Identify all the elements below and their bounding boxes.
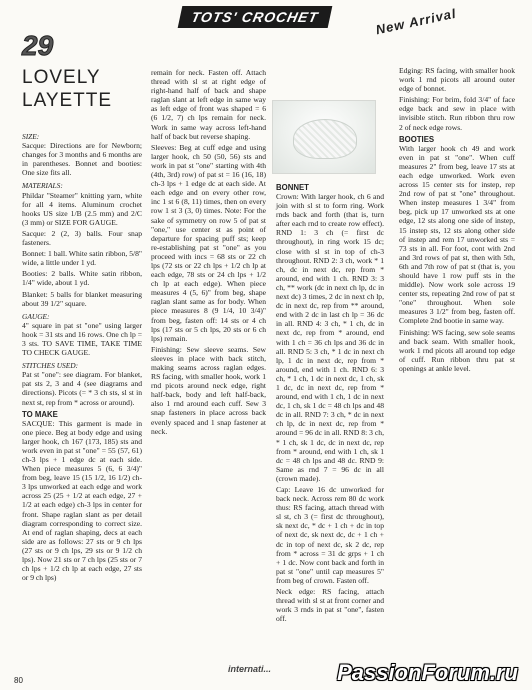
booties-text: With larger hook ch 49 and work even in pat st "one". When cuff measures 2" from beg, leave 17 sts at each edge unworked. Work even across 15 center sts for instep, rep 2nd row of pat st "one" throughout. When instep measures 1 3/4" from beg, pick up 17 unworked sts at one edge, 12 sts along one side of instep, 15 instep sts, 12 sts along other side of instep and rem 17 unworked sts = 73 sts in all. For foot, cont with 2nd and 3rd rows of pat st, then with 5th, 6th and 7th row of pat st (that is, you should have 1 row puff sts in the middle). Now work sole across 19 center sts, repeating 2nd row of pat st "one" throughout. When sole measures 3 1/2" from beg, fasten off. Complete 2nd bootie in same way. (399, 143, 515, 326)
bonnet-photo (272, 100, 376, 174)
title-line-1: LOVELY (22, 67, 101, 88)
booties-finishing-text: Finishing: WS facing, sew sole seams and back seam. With smaller hook, work 1 rnd picots all around top edge of cuff. Run ribbon thru pat st openings at ankle level. (399, 327, 515, 373)
footer-logo: internati... (228, 664, 272, 674)
bonnet-heading: BONNET (276, 183, 309, 192)
new-arrival-tag: New Arrival (374, 5, 458, 38)
neck-edge-text: Neck edge: RS facing, attach thread with sl st at front corner and work 3 rnds in pat st "one", fasten off. (276, 587, 384, 624)
to-make-heading: TO MAKE (22, 409, 58, 419)
column-3 (276, 180, 384, 625)
pattern-number: 29 (22, 30, 54, 61)
page-number: 80 (14, 676, 23, 685)
column-4 (399, 66, 515, 375)
column-1 (22, 128, 142, 584)
magazine-section-banner: TOTS' CROCHET (178, 6, 333, 28)
booties-materials: Booties: 2 balls. White satin ribbon, 1/4" wide, about 1 yd. (22, 269, 142, 288)
stitches-heading: STITCHES USED: (22, 361, 79, 371)
gauge-text: 4" square in pat st "one" using larger hook = 31 sts and 16 rows. One ch lp = 3 sts. TO SAVE TIME, TAKE TIME TO CHECK GAUGE. (22, 320, 142, 358)
bonnet-finishing-text: Finishing: For brim, fold 3/4" of face edge back and sew in place with invisible stitch. Run ribbon thru row 2 of neck edge rows. (399, 95, 515, 132)
column-2 (151, 68, 266, 438)
sacque-neck-text: remain for neck. Fasten off. Attach thread with sl st at right edge of right-hand half of back and shape raglan slant at left edge in same way as left edge of front was shaped = 6 (6 1/2, 7) ch lps remain for neck. Work in same way across left-hand half of back but reverse shaping. (151, 68, 266, 141)
size-text: Sacque: Directions are for Newborn; changes for 3 months and 6 months are in parentheses. Bonnet and booties: One size fits all. (22, 141, 142, 178)
edging-text: Edging: RS facing, with smaller hook work 1 rnd picots all around outer edge of bonnet. (399, 66, 515, 94)
materials-heading: MATERIALS: (22, 181, 63, 191)
gauge-heading: GAUGE: (22, 311, 50, 321)
title-line-2: LAYETTE (22, 90, 113, 111)
materials-text: Phildar "Steamer" knitting yarn, white for all 4 items. Aluminum crochet hooks US size 1/B (2.5 mm) and 2/C (3 mm) or SIZE FOR GAUGE. (22, 190, 142, 227)
sacque-finishing-text: Finishing: Sew sleeve seams. Sew sleeves in place with back stitch, making seams across raglan edges. RS facing, with smaller hook, work 1 rnd picots around neck edge, right half-back, body and left half-back, also 1 rnd around each cuff. Sew 3 snap fasteners in place across back evenly spaced and 1 snap fastener at neck. (151, 344, 266, 436)
sacque-materials: Sacque: 2 (2, 3) balls. Four snap fasteners. (22, 228, 142, 248)
blanket-materials: Blanket: 5 balls for blanket measuring about 39 1/2" square. (22, 289, 142, 308)
crown-text: Crown: With larger hook, ch 6 and join with sl st to form ring. Work rnds back and forth (that is, turn after each rnd to create row effect). RND 1: 3 ch (= first dc throughout), in ring work 15 dc; close with sl st in top of ch-3 throughout. RND 2: 3 ch, work * 1 ch, dc in next dc, rep from * around, end with 1 ch. RND 3: 3 ch, ** work (dc in next ch lp, dc in next dc) 3 times, 2 dc in next ch lp, dc in next dc, rep from ** around, end with 2 dc in last ch lp = 36 dc in all. RND 4: 3 ch, * 1 ch, dc in next dc, rep from * around, end with 1 ch = 36 ch lps and 36 dc in all. RND 5: 3 ch, * 1 dc in next ch lp, 1 dc in next dc, rep from * around, end with 1 ch. RND 6: 3 ch, * 1 ch, 1 dc in next dc, 1 ch, sk 1 dc, dc in next dc, rep from * around, end with 1 ch, 1 dc in next dc, 1 ch, sk 1 dc = 48 ch lps and 48 dc in all. RND 7: 3 ch, * dc in next ch lp, dc in next dc, rep from * around = 96 dc in all. RND 8: 3 ch, * 1 ch, sk 1 dc, dc in next dc, rep from * around, end with 1 ch, sk 1 dc = 48 ch lps and 48 dc. RND 9: Same as rnd 7 = 96 dc in all (crown made). (276, 192, 384, 483)
bonnet-materials: Bonnet: 1 ball. White satin ribbon, 5/8" wide, a little under 1 yd. (22, 249, 142, 268)
cap-text: Cap: Leave 16 dc unworked for back neck. Across rem 80 dc work thus: RS facing, attach thread with sl st, ch 3 (= first dc throughout), sk next dc, * dc + 1 ch + dc in top of next dc, sk next dc, dc + 1 ch + dc in top of next dc, sk 2 dc, rep from * across = 31 dc grps + 1 ch + 1 dc. Now cont back and forth in pat st "one" until cap measures 5" from beg of crown. Fasten off. (276, 485, 384, 585)
sleeves-text: Sleeves: Beg at cuff edge and using larger hook, ch 50 (50, 56) sts and work in pat st "one" starting with 4th (4th, 3rd) row) of pat st = 16 (16, 18) ch-3 lps + 1 edge dc at each side. At each edge and on every other row, inc 1 st 6 (8, 11) times, then on every row 1 st 3 (3, 0) times. Note: For the sake of symmetry on row 5 of pat st "one," use center st as point of departure for spacing puff sts; keep re-establishing pat st "one" as you proceed with incs = 68 sts or 22 ch lps (72 sts or 22 ch lps + 1/2 ch lp at each edge, 78 sts or 24 ch lps + 1/2 ch lp at each edge). When piece measures 4 (5, 6)" from beg, shape raglan slant same as for body. When piece measures 8 (9 1/4, 10 3/4)" from beg, fasten off: 14 sts or 4 ch lps (17 sts or 5 ch lps, 20 sts or 6 ch lps) remain. (151, 142, 266, 343)
size-heading: SIZE: (22, 132, 40, 141)
booties-heading: BOOTIES (399, 134, 435, 144)
pattern-title (22, 66, 112, 112)
to-make-text: SACQUE: This garment is made in one piece. Beg at body edge and using larger hook, ch 167 (173, 185) sts and work even in pat st "one" = 55 (57, 61) ch-3 lps + 1 edge dc at each side. When piece measures 5 (6, 6 3/4)" from beg, leave 15 (15 1/2, 16 1/2) ch-3 lps unworked at each edge and work across 25 (25 + 1/2 at each edge, 27 + 1/2 at each edge) ch-3 lps in center for front. Shape raglan slant as per detail diagram corresponding to correct size. At end of raglan shaping, decs at each side are as follows: 27 sts or 9 ch lps (27 sts or 9 ch lps, 29 sts or 9 1/2 ch lps). Now 21 sts or 7 ch lps (25 sts or 7 ch lps + 1/2 ch lp at each edge, 27 sts or 9 ch lps) (22, 418, 142, 583)
lace-bonnet-image (293, 119, 357, 159)
watermark: PassionForum.ru (337, 660, 518, 685)
stitches-text: Pat st "one": see diagram. For blanket, pat sts 2, 3 and 4 (see diagrams and directions). Picots (= * 3 ch sts, sl st in next st, rep from * across or around). (22, 370, 142, 407)
